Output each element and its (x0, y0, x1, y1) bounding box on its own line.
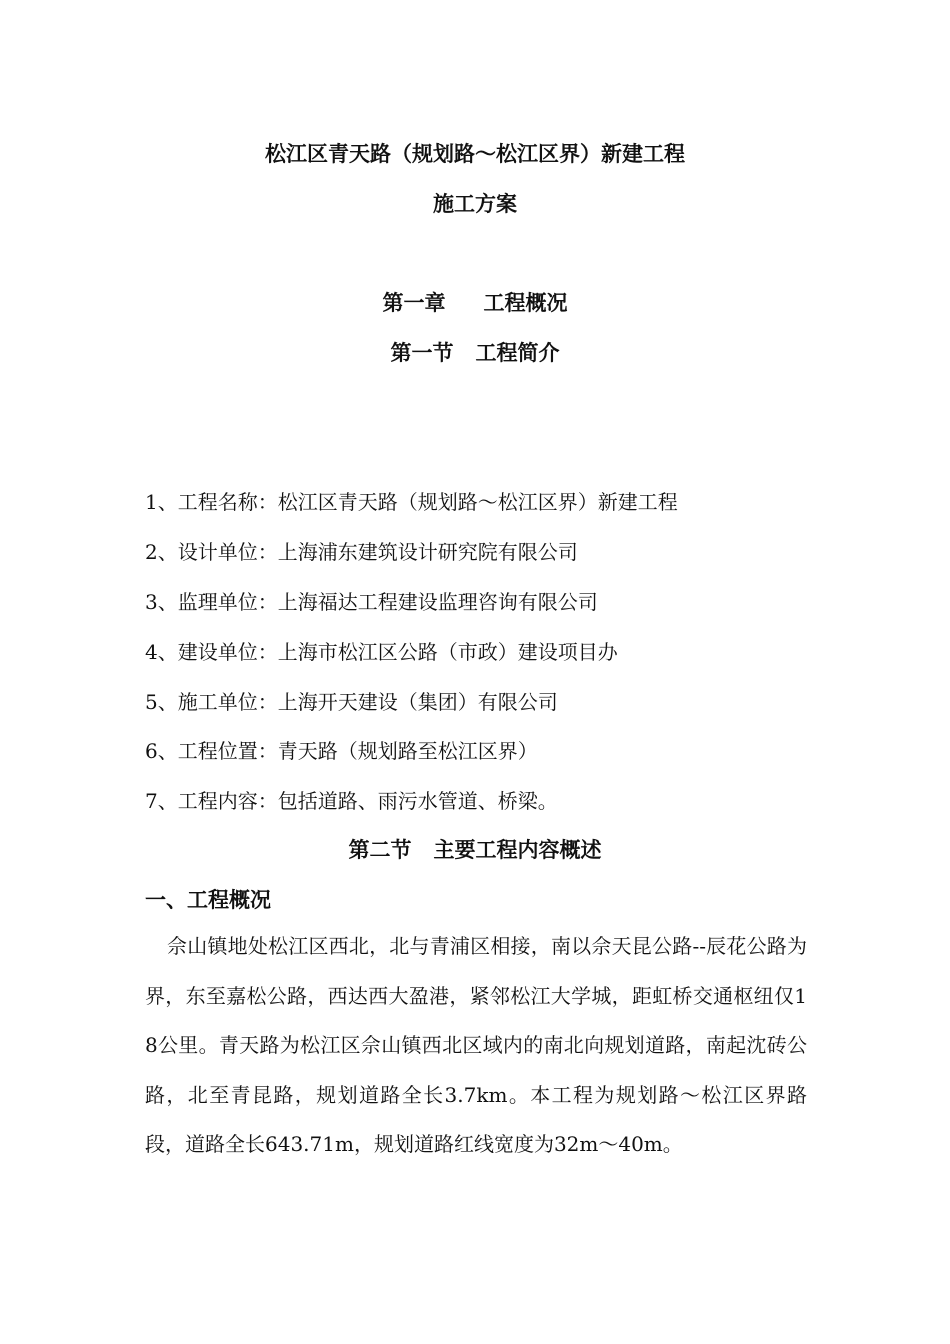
chapter-number: 第一章 (382, 291, 446, 315)
list-item: 5、施工单位：上海开天建设（集团）有限公司 (145, 690, 558, 714)
section-heading (0, 337, 950, 367)
section-number: 第二节 (348, 838, 412, 862)
list-item: 7、工程内容：包括道路、雨污水管道、桥梁。 (145, 789, 558, 813)
list-item: 3、监理单位：上海福达工程建设监理咨询有限公司 (145, 590, 598, 614)
document-subtitle: 施工方案 (433, 192, 517, 216)
chapter-title: 工程概况 (483, 291, 568, 315)
section-heading (0, 834, 950, 864)
list-item: 6、工程位置：青天路（规划路至松江区界） (145, 739, 538, 763)
list-item: 2、设计单位：上海浦东建筑设计研究院有限公司 (145, 540, 578, 564)
document-title: 松江区青天路（规划路～松江区界）新建工程 (265, 142, 685, 166)
subheading: 一、工程概况 (145, 888, 271, 912)
section-number: 第一节 (390, 341, 454, 365)
list-item: 1、工程名称：松江区青天路（规划路～松江区界）新建工程 (145, 490, 678, 514)
section-title: 工程简介 (475, 341, 560, 365)
section-title: 主要工程内容概述 (433, 838, 602, 862)
chapter-heading (0, 287, 950, 317)
list-item: 4、建设单位：上海市松江区公路（市政）建设项目办 (145, 640, 618, 664)
body-paragraph: 佘山镇地处松江区西北，北与青浦区相接，南以佘天昆公路--辰花公路为界，东至嘉松公路，西达西大盈港，紧邻松江大学城，距虹桥交通枢纽仅18公里。青天路为松江区佘山镇西北区域内的南北向规划道路，南起沈砖公路，北至青昆路，规划道路全长3.7km。本工程为规划路～松江区界路段，道路全长643.71m，规划道路红线宽度为32m～40m。 (145, 934, 807, 1156)
